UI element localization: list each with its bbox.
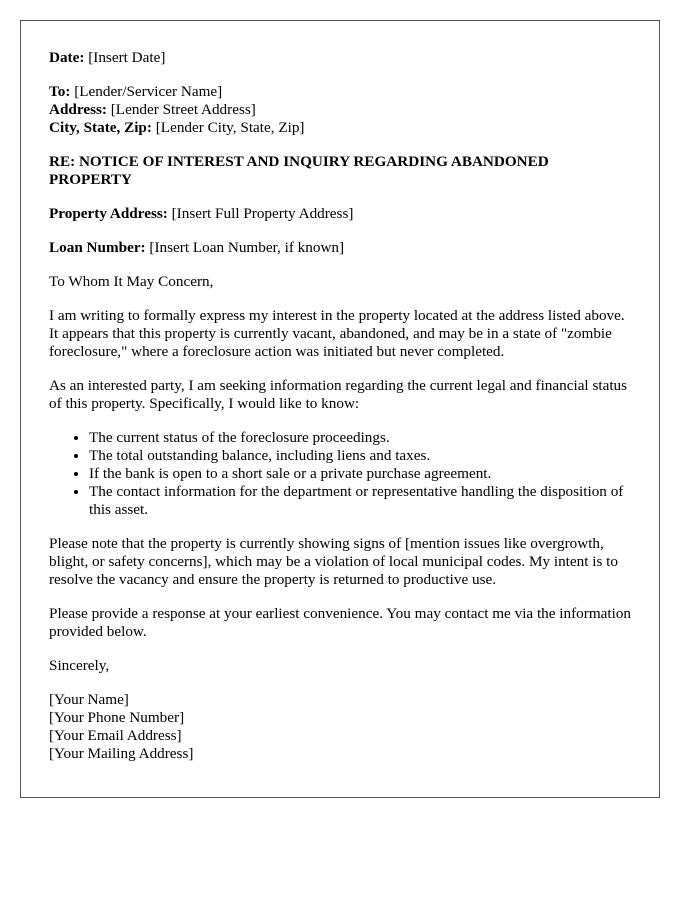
body-paragraph: Please provide a response at your earliest convenience. You may contact me via the information provided below. — [49, 605, 632, 640]
recipient-address — [49, 101, 631, 119]
property-label: Property Address: — [49, 205, 168, 222]
property-address-line — [49, 205, 631, 223]
loan-value: [Insert Loan Number, if known] — [149, 239, 345, 256]
property-value: [Insert Full Property Address] — [171, 205, 354, 222]
csz-label: City, State, Zip: — [49, 119, 152, 136]
recipient-city-state-zip — [49, 119, 631, 137]
body-paragraph: I am writing to formally express my interest in the property located at the address listed above. It appears that this property is currently vacant, abandoned, and may be in a state of "zombie foreclosure," where a foreclosure action was initiated but never completed. — [49, 307, 625, 360]
list-item: • The contact information for the department or representative handling the disposition of this asset. — [89, 483, 631, 519]
address-value: [Lender Street Address] — [110, 101, 256, 118]
salutation: To Whom It May Concern, — [49, 273, 214, 290]
loan-number-line — [49, 239, 631, 257]
list-item: • The current status of the foreclosure proceedings. — [89, 429, 631, 447]
body-paragraph: Please note that the property is currently showing signs of [mention issues like overgrowth, blight, or safety concerns], which may be a violation of local municipal codes. My intent is to resolve the vacancy and ensure the property is returned to productive use. — [49, 535, 618, 588]
list-item: • If the bank is open to a short sale or a private purchase agreement. — [89, 465, 631, 483]
signature-mailing: [Your Mailing Address] — [49, 745, 194, 762]
recipient-block — [49, 83, 631, 137]
signoff: Sincerely, — [49, 657, 110, 674]
address-label: Address: — [49, 101, 107, 118]
date-line — [49, 49, 631, 67]
date-label: Date: — [49, 49, 85, 66]
to-value: [Lender/Servicer Name] — [74, 83, 223, 100]
signature-block — [49, 691, 631, 763]
loan-label: Loan Number: — [49, 239, 146, 256]
request-list — [49, 429, 631, 519]
recipient-to — [49, 83, 631, 101]
body-paragraph: As an interested party, I am seeking information regarding the current legal and financial status of this property. Specifically, I would like to know: — [49, 377, 628, 412]
subject-line: RE: NOTICE OF INTEREST AND INQUIRY REGARDING ABANDONED PROPERTY — [49, 153, 549, 188]
signature-phone: [Your Phone Number] — [49, 709, 185, 726]
to-label: To: — [49, 83, 71, 100]
csz-value: [Lender City, State, Zip] — [155, 119, 305, 136]
letter — [20, 20, 660, 798]
date-value: [Insert Date] — [88, 49, 166, 66]
signature-email: [Your Email Address] — [49, 727, 182, 744]
list-item: • The total outstanding balance, including liens and taxes. — [89, 447, 631, 465]
signature-name: [Your Name] — [49, 691, 129, 708]
